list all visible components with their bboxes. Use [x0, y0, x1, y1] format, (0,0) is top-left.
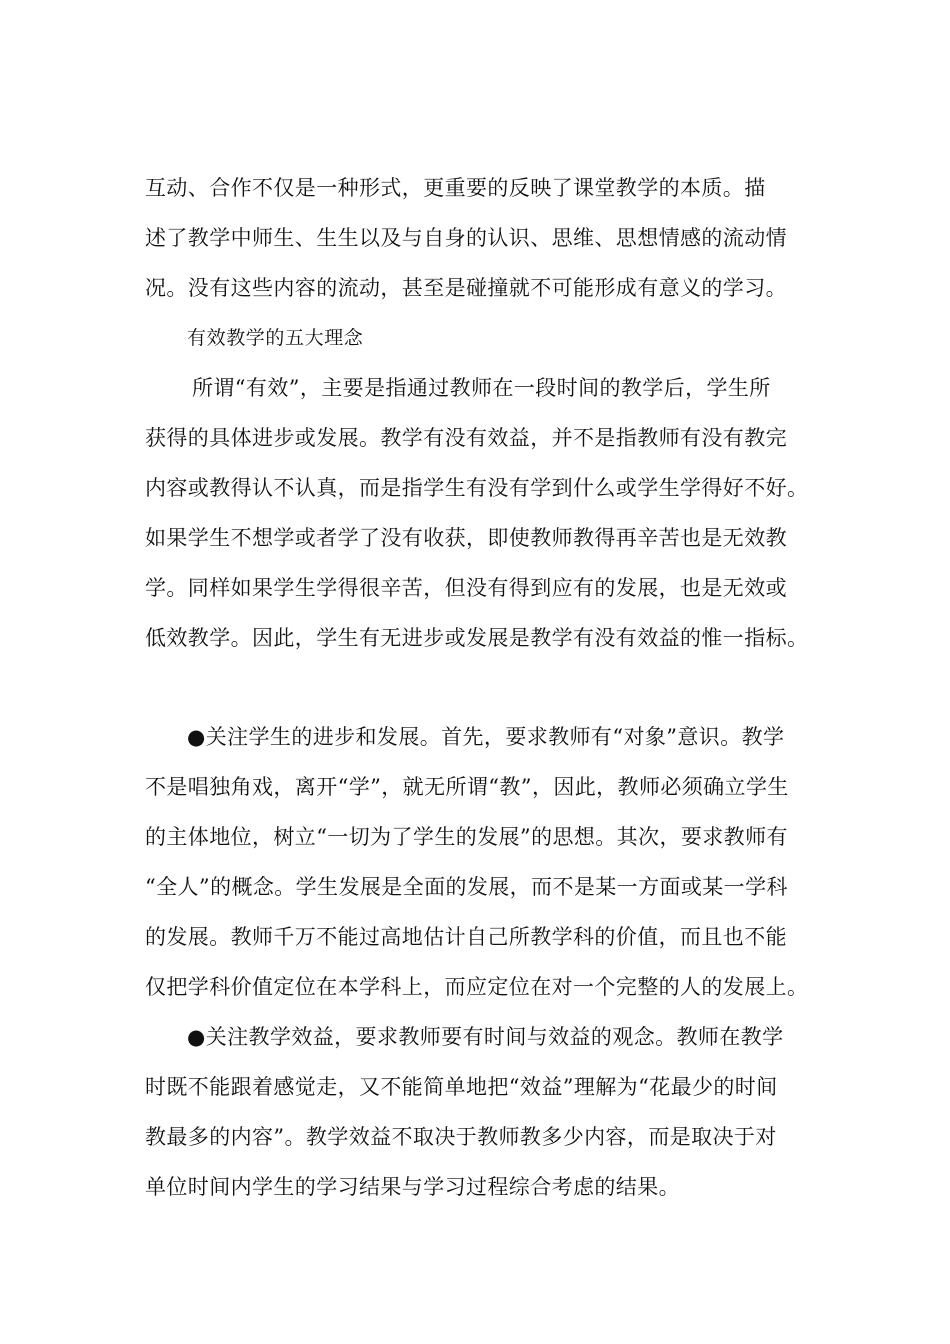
paragraph-4-line-3: 教最多的内容”。教学效益不取决于教师教多少内容，而是取决于对: [145, 1125, 777, 1149]
paragraph-3-line-4: “全人”的概念。学生发展是全面的发展，而不是某一方面或某一学科: [145, 875, 788, 899]
paragraph-2-line-6: 低效教学。因此，学生有无进步或发展是教学有没有效益的惟一指标。: [145, 626, 809, 650]
paragraph-2-line-3: 内容或教得认不认真，而是指学生有没有学到什么或学生学得好不好。: [145, 476, 809, 500]
paragraph-4-line-4: 单位时间内学生的学习结果与学习过程综合考虑的结果。: [145, 1175, 680, 1199]
paragraph-4-line-1: ●关注教学效益，要求教师要有时间与效益的观念。教师在教学: [187, 1025, 784, 1049]
paragraph-1-line-2: 述了教学中师生、生生以及与自身的认识、思维、思想情感的流动情: [145, 226, 787, 250]
paragraph-4-line-2: 时既不能跟着感觉走，又不能简单地把“效益”理解为“花最少的时间: [145, 1075, 778, 1099]
paragraph-3-line-1: ●关注学生的进步和发展。首先，要求教师有“对象”意识。教学: [187, 725, 785, 749]
paragraph-3-line-6: 仅把学科价值定位在本学科上，而应定位在对一个完整的人的发展上。: [145, 975, 809, 999]
paragraph-3-line-2: 不是唱独角戏，离开“学”，就无所谓“教”，因此，教师必须确立学生: [145, 775, 789, 799]
paragraph-3-line-5: 的发展。教师千万不能过高地估计自己所教学科的价值，而且也不能: [145, 925, 787, 949]
paragraph-3-line-3: 的主体地位，树立“一切为了学生的发展”的思想。其次，要求教师有: [145, 825, 788, 849]
paragraph-1-line-1: 互动、合作不仅是一种形式，更重要的反映了课堂教学的本质。描: [145, 176, 766, 200]
paragraph-2-line-4: 如果学生不想学或者学了没有收获，即使教师教得再辛苦也是无效教: [145, 526, 787, 550]
paragraph-2-line-5: 学。同样如果学生学得很辛苦，但没有得到应有的发展，也是无效或: [145, 576, 787, 600]
paragraph-1-line-3: 况。没有这些内容的流动，甚至是碰撞就不可能形成有意义的学习。: [145, 276, 787, 300]
paragraph-2-line-1: 所谓“有效”，主要是指通过教师在一段时间的教学后，学生所: [192, 376, 771, 400]
paragraph-2-line-2: 获得的具体进步或发展。教学有没有效益，并不是指教师有没有教完: [145, 426, 787, 450]
section-heading: 有效教学的五大理念: [187, 327, 364, 349]
